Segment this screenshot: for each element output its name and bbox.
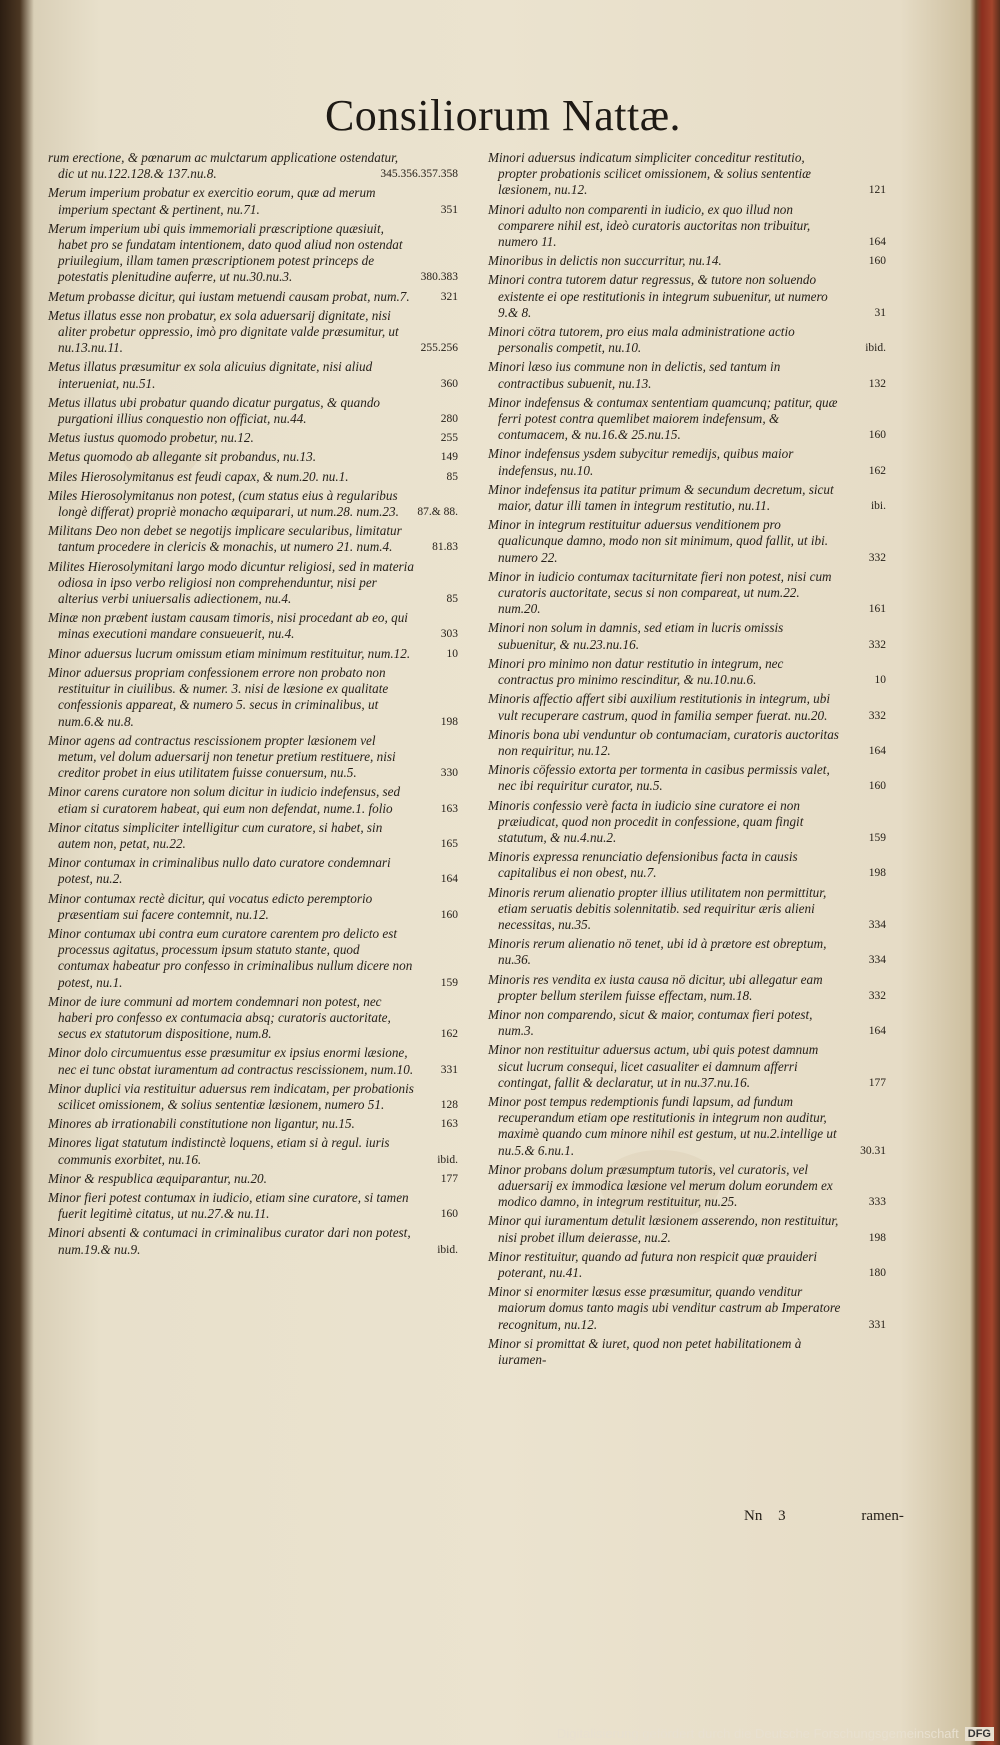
entry-text: Minoris expressa renunciatio defensionibus facta in causis capitalibus ei non obest, nu.7.	[488, 849, 798, 881]
entry-text: Minor non restituitur aduersus actum, ubi quis potest damnum sicut lucrum consequi, licet casualiter ei damnum afferri contingat, fallit & declaratur, ut in nu.37.nu.16.	[488, 1042, 819, 1090]
entry-text: Minor in integrum restituitur aduersus venditionem pro qualicunque damno, modo non sit minimum, quod fallit, ut ibi. numero 22.	[488, 517, 829, 565]
index-entry	[488, 1336, 886, 1368]
entry-text: Minor dolo circumuentus esse præsumitur ex ipsius enormi læsione, nec ei tunc obstat iuramentum ad contractus rescissionem, num.10.	[48, 1045, 414, 1077]
index-entry	[48, 150, 458, 182]
index-entry	[488, 656, 886, 688]
index-entry	[488, 272, 886, 321]
entry-text: Minor indefensus & contumax sententiam quamcunq; patitur, quæ ferri potest contra quemlibet maiorem indefensum, & contumacem, & nu.16.& 25.nu.15.	[488, 394, 838, 443]
index-entry	[488, 727, 886, 759]
entry-page-ref: 333	[868, 1196, 886, 1209]
entry-text: Metus illatus præsumitur ex sola alicuius dignitate, nisi aliud interueniat, nu.51.	[48, 359, 373, 391]
entry-page-ref: 161	[868, 603, 886, 616]
dfg-logo: DFG	[965, 1727, 994, 1741]
entry-text: Minoribus in delictis non succurritur, nu.14.	[488, 253, 722, 269]
index-entry	[48, 784, 458, 816]
index-entry	[488, 1162, 886, 1211]
index-entry	[488, 253, 886, 269]
index-entry	[48, 733, 458, 782]
entry-page-ref: 149	[440, 451, 458, 464]
entry-text: Minor indefensus ita patitur primum & secundum decretum, sicut maior, datur illi tamen in integrum restitutio, nu.11.	[488, 481, 834, 514]
entry-page-ref: ibid.	[865, 342, 886, 355]
entry-page-ref: 198	[868, 1231, 886, 1244]
index-entry	[488, 1094, 886, 1159]
entry-page-ref: 164	[440, 873, 458, 886]
book-page	[38, 20, 968, 1710]
entry-text: Minoris affectio affert sibi auxilium restitutionis in integrum, ubi vult recuperare castrum, quod in familia semper fuerat. nu.20.	[488, 691, 831, 723]
entry-text: Merum imperium probatur ex exercitio eorum, quæ ad merum imperium spectant & pertinent, nu.71.	[48, 185, 376, 217]
entry-page-ref: 10	[446, 647, 458, 660]
entry-text: Minor in iudicio contumax taciturnitate fieri non potest, nisi cum curatoris auctoritate, secus si non compareat, ut num.22. num.20.	[488, 568, 832, 617]
index-entry	[488, 446, 886, 478]
index-entry	[48, 430, 458, 446]
entry-page-ref: 198	[440, 715, 458, 728]
entry-page-ref: 162	[440, 1028, 458, 1041]
entry-page-ref: 81.83	[432, 541, 458, 554]
entry-page-ref: 121	[868, 184, 886, 197]
signature-mark: Nn	[744, 1508, 763, 1524]
entry-page-ref: 10	[874, 674, 886, 687]
index-entry	[48, 855, 458, 887]
entry-page-ref: 160	[868, 255, 886, 268]
index-entry	[48, 185, 458, 217]
entry-page-ref: ibi.	[870, 500, 886, 513]
entry-page-ref: 351	[440, 203, 458, 216]
entry-page-ref: 332	[868, 989, 886, 1002]
entry-page-ref: 330	[440, 767, 458, 780]
index-entry	[48, 221, 458, 286]
entry-text: Minoris bona ubi venduntur ob contumaciam, curatoris auctoritas non requiritur, nu.12.	[488, 726, 839, 758]
entry-page-ref: 163	[440, 1118, 458, 1131]
entry-page-ref: 334	[868, 954, 886, 967]
entry-page-ref: 31	[874, 306, 886, 319]
entry-text: Miles Hierosolymitanus non potest, (cum status eius à regularibus longè differat) propriè monacho æquiparari, ut num.28. num.23.	[48, 487, 399, 520]
index-entry	[48, 395, 458, 427]
entry-text: Minor agens ad contractus rescissionem propter læsionem vel metum, vel dolum aduersarij non tenetur pretium restituere, nisi creditor probet in eius utilitatem fuisse conuersum, nu.5.	[48, 732, 396, 781]
entry-page-ref: 332	[868, 709, 886, 722]
entry-page-ref: 198	[868, 867, 886, 880]
entry-text: Minor de iure communi ad mortem condemnari non potest, nec haberi pro confesso ex contumacia absq; curatoris auctoritate, secus ex statutorum dispositione, num.8.	[48, 993, 391, 1042]
entry-page-ref: 332	[868, 551, 886, 564]
index-entry	[488, 517, 886, 566]
catchword: ramen-	[861, 1508, 904, 1524]
index-entry	[488, 202, 886, 251]
entry-page-ref: 177	[868, 1076, 886, 1089]
signature-number: 3	[778, 1508, 786, 1524]
entry-page-ref: 303	[440, 628, 458, 641]
index-entry	[48, 469, 458, 485]
entry-text: Minor si promittat & iuret, quod non petet habilitationem à iuramen-	[488, 1335, 802, 1368]
entry-text: Minor indefensus ysdem subycitur remedijs, quibus maior indefensus, nu.10.	[488, 446, 794, 478]
index-entry	[48, 994, 458, 1043]
credit-text: Digitalisierung gefördert durch die Deutsche Forschungsgemeinschaft	[556, 1726, 959, 1741]
entry-page-ref: 132	[868, 377, 886, 390]
index-entry	[488, 885, 886, 934]
index-entry	[48, 665, 458, 730]
left-column	[48, 150, 458, 1261]
entry-text: Minoris confessio verè facta in iudicio sine curatore ei non præiudicat, quod non procedit in confessione, quam fingit statutum, & nu.4.nu.2.	[488, 797, 804, 845]
entry-text: Minor aduersus propriam confessionem errore non probato non restituitur in ciuilibus. & numer. 3. nisi de læsione ex qualitate confessionis appareat, & numero 5. secus in criminalibus, ut num.6.& nu.8.	[48, 664, 389, 729]
entry-text: Minori absenti & contumaci in criminalibus curator dari non potest, num.19.& nu.9.	[48, 1225, 411, 1257]
entry-page-ref: 128	[440, 1098, 458, 1111]
entry-page-ref: 159	[440, 976, 458, 989]
index-entry	[488, 1249, 886, 1281]
entry-page-ref: 87.& 88.	[417, 506, 458, 519]
entry-text: Minores ligat statutum indistinctè loquens, etiam si à regul. iuris communis exorbitet, nu.16.	[48, 1135, 390, 1167]
index-entry	[48, 610, 458, 642]
signature-line	[744, 1508, 916, 1525]
entry-text: Metus quomodo ab allegante sit probandus, nu.13.	[48, 449, 317, 465]
digitization-credit	[557, 1726, 994, 1741]
index-entry	[48, 820, 458, 852]
entry-page-ref: 160	[440, 1208, 458, 1221]
index-entry	[488, 849, 886, 881]
index-entry	[48, 359, 458, 391]
entry-page-ref: 160	[868, 780, 886, 793]
entry-text: Metus illatus esse non probatur, ex sola aduersarij dignitate, nisi aliter probetur oppressio, imò pro dignitate valde præsumitur, ut nu.13.nu.11.	[48, 307, 399, 356]
entry-page-ref: 160	[440, 908, 458, 921]
entry-page-ref: 163	[440, 802, 458, 815]
index-entry	[48, 1116, 458, 1132]
index-entry	[488, 762, 886, 794]
entry-text: Metus illatus ubi probatur quando dicatur purgatus, & quando purgationi illius conquestio non officiat, nu.44.	[48, 394, 381, 427]
entry-text: Minor duplici via restituitur aduersus rem indicatam, per probationis scilicet omissionem, & solius sententiæ læsionem, numero 51.	[48, 1080, 414, 1112]
entry-text: Minoris rerum alienatio propter illius utilitatem non permittitur, etiam seruatis debitis solennitatib. sed requiritur æris alieni necessitas, nu.35.	[488, 884, 827, 932]
index-entry	[48, 523, 458, 555]
index-entry	[488, 936, 886, 968]
entry-page-ref: 159	[868, 831, 886, 844]
index-entry	[48, 559, 458, 608]
entry-page-ref: 165	[440, 837, 458, 850]
entry-text: Minor contumax ubi contra eum curatore carentem pro delicto est processus agitatus, processum ipsum statuto stante, quod contumax habeatur pro confesso in criminalibus nullum dicere non potest, nu.1.	[48, 925, 413, 990]
entry-text: Minor post tempus redemptionis fundi lapsum, ad fundum recuperandum etiam ope restitutionis in integrum non auditur, maximè quando cum minore nihil est gestum, ut nu.2.intellige ut nu.5.& 6.nu.1.	[488, 1093, 837, 1158]
entry-text: rum erectione, & pœnarum ac mulctarum applicatione ostendatur, dic ut nu.122.128.& 137.nu.8.	[48, 150, 399, 182]
index-entry	[488, 569, 886, 618]
entry-page-ref: 331	[440, 1063, 458, 1076]
entry-text: Minor citatus simpliciter intelligitur cum curatore, si habet, sin autem non, petat, nu.22.	[48, 819, 383, 851]
entry-text: Minor fieri potest contumax in iudicio, etiam sine curatore, si tamen fuerit legitimè citatus, ut nu.27.& nu.11.	[48, 1189, 409, 1222]
entry-text: Minor aduersus lucrum omissum etiam minimum restituitur, num.12.	[48, 645, 411, 661]
entry-page-ref: 85	[446, 470, 458, 483]
index-entry	[488, 620, 886, 652]
entry-text: Miles Hierosolymitanus est feudi capax, & num.20. nu.1.	[48, 468, 349, 484]
index-entry	[488, 1284, 886, 1333]
index-entry	[48, 1081, 458, 1113]
entry-page-ref: 164	[868, 744, 886, 757]
entry-page-ref: 85	[446, 593, 458, 606]
entry-text: Metum probasse dicitur, qui iustam metuendi causam probat, num.7.	[48, 288, 410, 304]
entry-page-ref: 360	[440, 377, 458, 390]
entry-text: Metus iustus quomodo probetur, nu.12.	[48, 430, 254, 446]
entry-page-ref: 280	[440, 413, 458, 426]
index-entry	[488, 1007, 886, 1039]
index-entry	[488, 395, 886, 444]
running-head: Consiliorum Nattæ.	[324, 91, 682, 140]
entry-page-ref: 334	[868, 918, 886, 931]
entry-text: Minor non comparendo, sicut & maior, contumax fieri potest, num.3.	[488, 1006, 813, 1039]
index-entry	[48, 891, 458, 923]
entry-text: Minori læso ius commune non in delictis, sed tantum in contractibus subuenit, nu.13.	[488, 359, 781, 391]
entry-page-ref: 255.256	[420, 342, 458, 355]
entry-page-ref: 164	[868, 1025, 886, 1038]
index-entry	[48, 926, 458, 991]
entry-text: Minor carens curatore non solum dicitur in iudicio indefensus, sed etiam si curatorem habeat, qui eum non defendat, nume.1. folio	[48, 784, 401, 816]
index-entry	[48, 488, 458, 520]
entry-text: Minoris res vendita ex iusta causa nö dicitur, ubi allegatur eam propter bellum sterilem fuisse effectam, num.18.	[488, 971, 823, 1003]
entry-text: Minor probans dolum præsumptum tutoris, vel curatoris, vel aduersarij ex immodica læsione vel merum dolum eorundem ex modico damno, in integrum restituitur, nu.25.	[488, 1161, 833, 1210]
entry-text: Milites Hierosolymitani largo modo dicuntur religiosi, sed in materia odiosa in ipso verbo religiosi non comprehenduntur, nisi per alterius verbi uniuersalis adiectionem, nu.4.	[48, 558, 414, 607]
entry-text: Minæ non præbent iustam causam timoris, nisi procedant ab eo, qui minas executioni mandare consueuerit, nu.4.	[48, 610, 408, 642]
entry-text: Merum imperium ubi quis immemoriali præscriptione quæsiuit, habet pro se fundatam intentionem, dato quod aliud non ostendat priuilegium, illam tamen præscriptionem potest princeps de potestatis plenitudine auferre, ut nu.30.nu.3.	[48, 220, 403, 285]
entry-text: Minori non solum in damnis, sed etiam in lucris omissis subuenitur, & nu.23.nu.16.	[488, 620, 784, 652]
index-entry	[488, 482, 886, 514]
index-entry	[488, 691, 886, 723]
entry-page-ref: 332	[868, 638, 886, 651]
entry-page-ref: 331	[868, 1318, 886, 1331]
index-entry	[48, 308, 458, 357]
entry-text: Minori pro minimo non datur restitutio in integrum, nec contractus pro minimo rescinditur, & nu.10.nu.6.	[488, 655, 784, 688]
entry-text: Minoris cöfessio extorta per tormenta in casibus permissis valet, nec ibi requiritur curator, nu.5.	[488, 762, 830, 794]
index-entry	[488, 972, 886, 1004]
entry-page-ref: 345.356.357.358	[380, 168, 458, 181]
entry-text: Minor restituitur, quando ad futura non respicit quæ prauideri poterant, nu.41.	[488, 1248, 818, 1280]
index-entry	[488, 359, 886, 391]
entry-text: Militans Deo non debet se negotijs implicare secularibus, limitatur tantum procedere in clericis & monachis, ut numero 21. num.4.	[48, 523, 402, 555]
entry-text: Minores ab irrationabili constitutione non ligantur, nu.15.	[48, 1116, 355, 1132]
index-entry	[488, 1213, 886, 1245]
index-entry	[48, 1135, 458, 1167]
entry-text: Minor contumax rectè dicitur, qui vocatus edicto peremptorio præsentiam sui facere contemnit, nu.12.	[48, 890, 373, 922]
entry-page-ref: 380.383	[420, 271, 458, 284]
entry-page-ref: ibid.	[437, 1153, 458, 1166]
entry-text: Minori contra tutorem datur regressus, & tutore non soluendo existente ei ope restitutionis in integrum subuenitur, ut numero 9.& 8.	[488, 272, 828, 320]
entry-page-ref: 255	[440, 432, 458, 445]
index-entry	[48, 1190, 458, 1222]
entry-text: Minori cötra tutorem, pro eius mala administratione actio personalis competit, nu.10.	[488, 324, 795, 356]
entry-page-ref: 164	[868, 236, 886, 249]
index-entry	[48, 646, 458, 662]
index-entry	[488, 150, 886, 199]
entry-text: Minori adulto non comparenti in iudicio, ex quo illud non comparere nihil est, ideò curatoris auctoritas non tribuitur, numero 11.	[488, 201, 811, 250]
right-column	[488, 150, 886, 1371]
entry-page-ref: 30.31	[860, 1144, 886, 1157]
entry-text: Minor qui iuramentum detulit læsionem asserendo, non restituitur, nisi probet illum deierasse, nu.2.	[488, 1213, 839, 1245]
entry-page-ref: 160	[868, 429, 886, 442]
index-entry	[48, 1225, 458, 1257]
entry-text: Minori aduersus indicatum simpliciter conceditur restitutio, propter probationis scilicet omissionem, & solius sententiæ læsionem, nu.12.	[488, 150, 811, 198]
entry-page-ref: 162	[868, 464, 886, 477]
index-entry	[48, 1045, 458, 1077]
index-entry	[488, 798, 886, 847]
entry-page-ref: 177	[440, 1172, 458, 1185]
entry-page-ref: ibid.	[437, 1243, 458, 1256]
index-entry	[48, 289, 458, 305]
entry-page-ref: 321	[440, 290, 458, 303]
entry-text: Minor contumax in criminalibus nullo dato curatore condemnari potest, nu.2.	[48, 855, 391, 887]
entry-text: Minor si enormiter læsus esse præsumitur, quando venditur maiorum domus tanto magis ubi venditur castrum ab Imperatore recognitum, nu.12.	[488, 1284, 841, 1332]
entry-text: Minoris rerum alienatio nö tenet, ubi id à prætore est obreptum, nu.36.	[488, 936, 827, 968]
index-entry	[488, 1042, 886, 1091]
index-entry	[48, 449, 458, 465]
entry-text: Minor & respublica æquiparantur, nu.20.	[48, 1170, 267, 1186]
index-entry	[48, 1171, 458, 1187]
entry-page-ref: 180	[868, 1267, 886, 1279]
index-entry	[488, 324, 886, 356]
